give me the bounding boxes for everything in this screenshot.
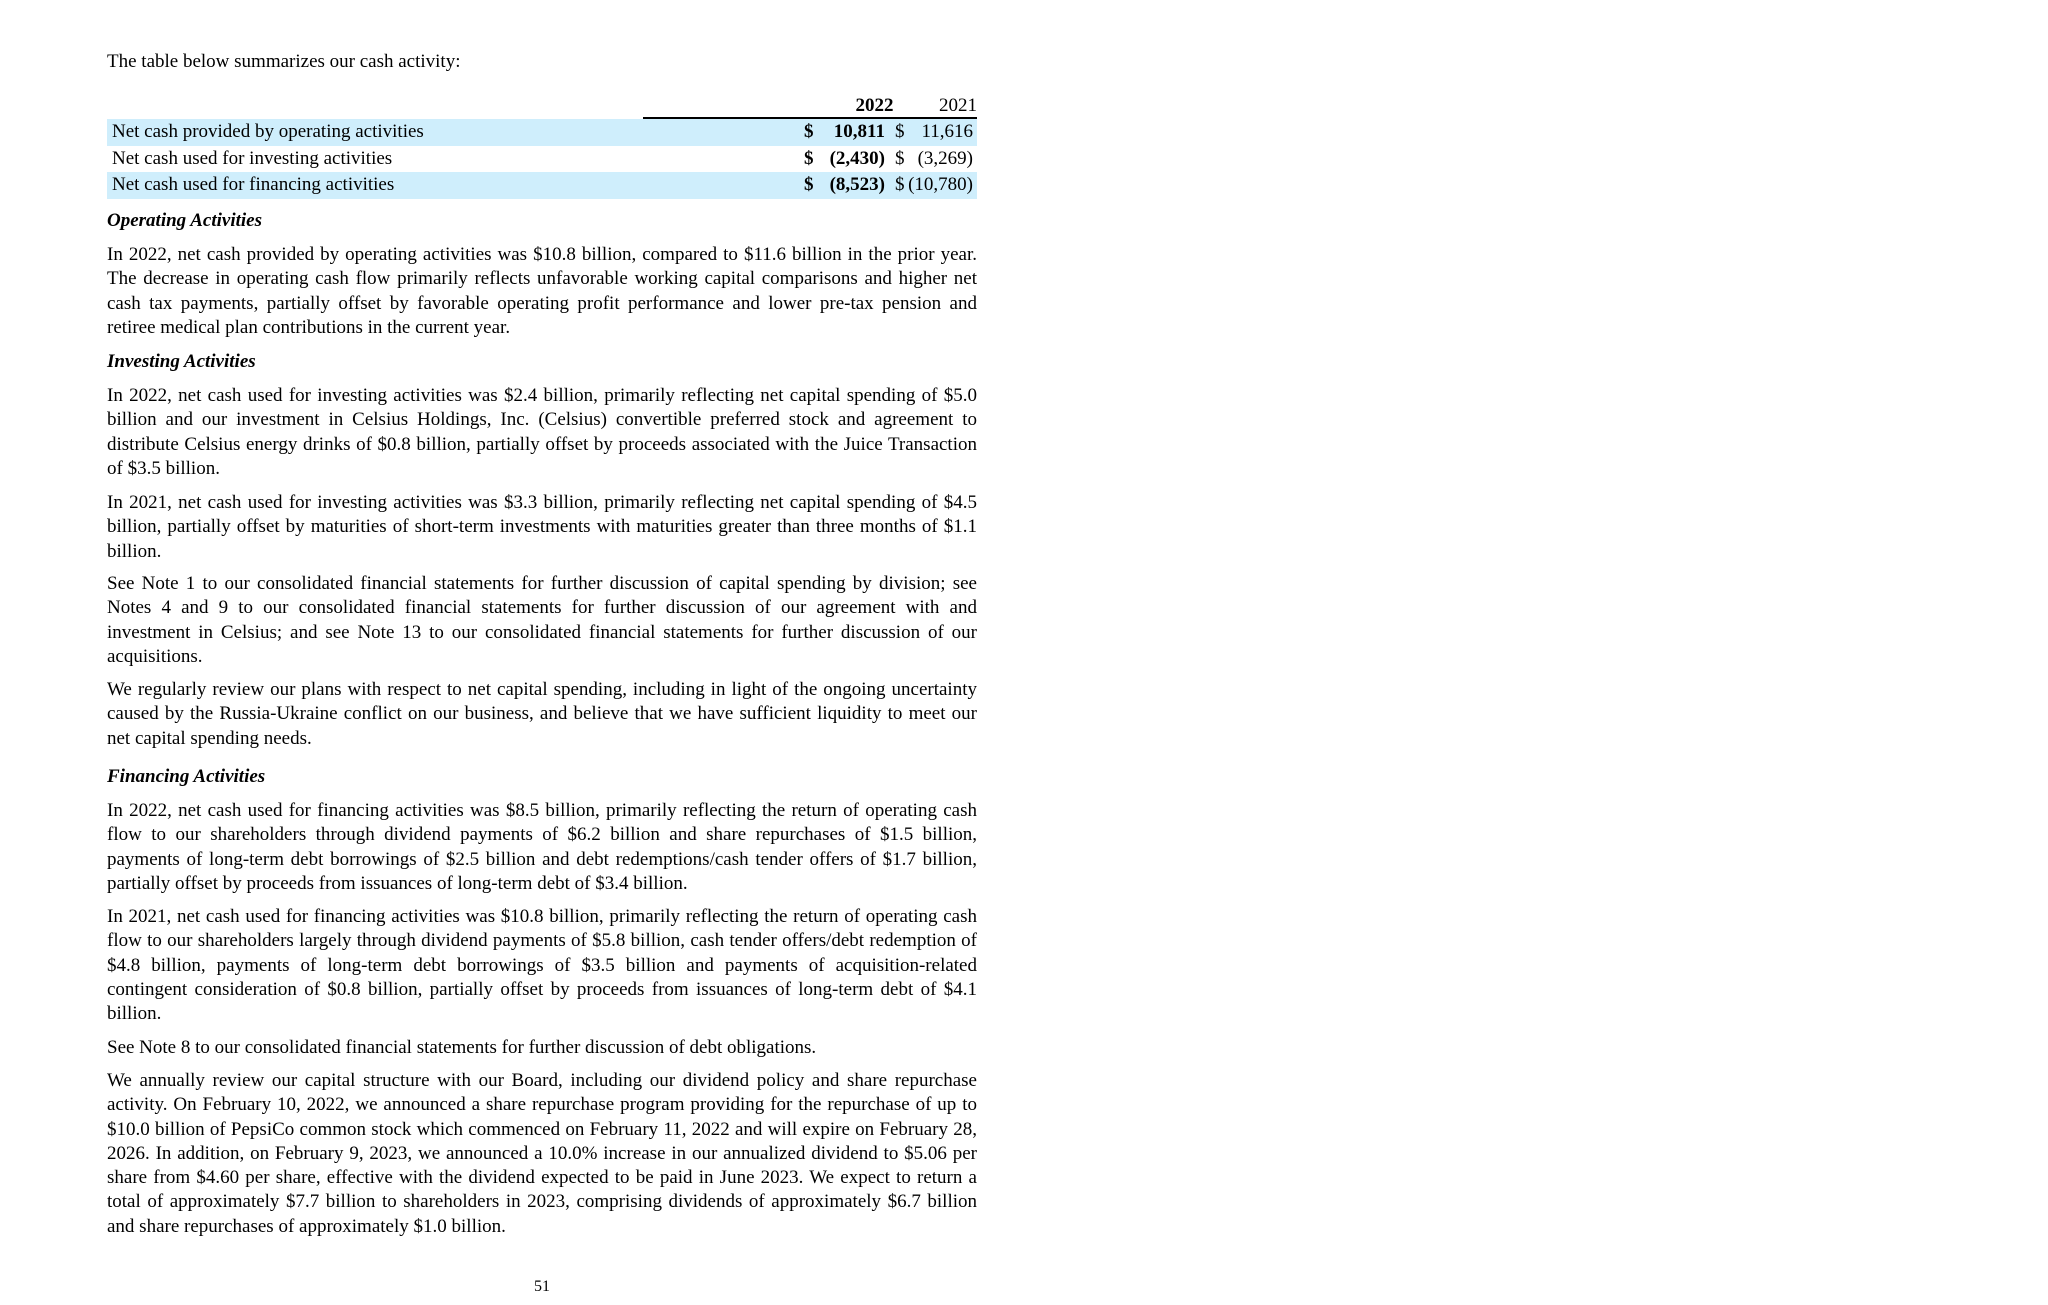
currency-symbol: $ bbox=[804, 147, 814, 169]
row-label: Net cash provided by operating activities bbox=[112, 121, 424, 142]
financing-paragraph-1: In 2022, net cash used for financing activities was $8.5 billion, primarily reflecting the return of operating cash flow to our shareholders through dividend payments of $6.2 billion and share repurchases of $1.5 billion, payments of long-term debt borrowings of $2.5 billion and debt redemptions/cash tender offers of $1.7 billion, partially offset by proceeds from issuances of long-term debt of $3.4 billion. bbox=[107, 800, 977, 894]
value-2022: (2,430) bbox=[829, 147, 885, 169]
cash-activity-table bbox=[107, 93, 977, 199]
value-2022: (8,523) bbox=[829, 174, 885, 195]
investing-paragraph-3: See Note 1 to our consolidated financial statements for further discussion of capital spending by division; see Notes 4 and 9 to our consolidated financial statements for further discussion of our agreement with and investment in Celsius; and see Note 13 to our consolidated financial statements for further discussion of our acquisitions. bbox=[107, 573, 977, 667]
value-2021: (10,780) bbox=[908, 174, 973, 195]
row-label: Net cash used for financing activities bbox=[112, 174, 395, 195]
investing-paragraph-4: We regularly review our plans with respect to net capital spending, including in light of the ongoing uncertainty caused by the Russia-Ukraine conflict on our business, and believe that we have sufficient liquidity to meet our net capital spending needs. bbox=[107, 679, 977, 749]
financing-paragraph-3: See Note 8 to our consolidated financial statements for further discussion of debt obligations. bbox=[107, 1037, 817, 1058]
currency-symbol: $ bbox=[895, 121, 905, 142]
investing-heading: Investing Activities bbox=[107, 351, 256, 372]
currency-symbol: $ bbox=[895, 147, 905, 169]
investing-paragraph-2: In 2021, net cash used for investing activities was $3.3 billion, primarily reflecting net capital spending of $4.5 billion, partially offset by maturities of short-term investments with maturities greater than three months of $1.1 billion. bbox=[107, 492, 977, 562]
table-row-operating bbox=[107, 119, 977, 146]
financing-paragraph-4: We annually review our capital structure with our Board, including our dividend policy and share repurchase activity. On February 10, 2022, we announced a share repurchase program providing for the repurchase of up to $10.0 billion of PepsiCo common stock which commenced on February 11, 2022 and will expire on February 28, 2026. In addition, on February 9, 2023, we announced a 10.0% increase in our annualized dividend to $5.06 per share from $4.60 per share, effective with the dividend expected to be paid in June 2023. We expect to return a total of approximately $7.7 billion to shareholders in 2023, comprising dividends of approximately $6.7 billion and share repurchases of approximately $1.0 billion. bbox=[107, 1070, 977, 1237]
value-2021: 11,616 bbox=[921, 121, 973, 142]
page-number: 51 bbox=[534, 1278, 550, 1295]
row-label: Net cash used for investing activities bbox=[112, 147, 393, 169]
table-header bbox=[107, 93, 977, 119]
table-row-financing bbox=[107, 172, 977, 199]
column-header-2021: 2021 bbox=[939, 95, 977, 116]
financing-heading: Financing Activities bbox=[107, 766, 266, 787]
operating-paragraph-1: In 2022, net cash provided by operating activities was $10.8 billion, compared to $11.6 billion in the prior year. The decrease in operating cash flow primarily reflects unfavorable working capital comparisons and higher net cash tax payments, partially offset by favorable operating profit performance and lower pre-tax pension and retiree medical plan contributions in the current year. bbox=[107, 244, 977, 338]
currency-symbol: $ bbox=[804, 121, 814, 142]
investing-paragraph-1: In 2022, net cash used for investing activities was $2.4 billion, primarily reflecting net capital spending of $5.0 billion and our investment in Celsius Holdings, Inc. (Celsius) convertible preferred stock and agreement to distribute Celsius energy drinks of $0.8 billion, partially offset by proceeds associated with the Juice Transaction of $3.5 billion. bbox=[107, 385, 977, 479]
value-2022: 10,811 bbox=[833, 121, 885, 142]
currency-symbol: $ bbox=[895, 174, 905, 195]
value-2021: (3,269) bbox=[917, 147, 973, 169]
table-row-investing bbox=[107, 146, 977, 173]
currency-symbol: $ bbox=[804, 174, 814, 195]
operating-heading: Operating Activities bbox=[107, 210, 262, 231]
financing-paragraph-2: In 2021, net cash used for financing activities was $10.8 billion, primarily reflecting the return of operating cash flow to our shareholders largely through dividend payments of $5.8 billion, cash tender offers/debt redemption of $4.8 billion, payments of long-term debt borrowings of $3.5 billion and payments of acquisition-related contingent consideration of $0.8 billion, partially offset by proceeds from issuances of long-term debt of $4.1 billion. bbox=[107, 906, 977, 1025]
intro-text: The table below summarizes our cash activity: bbox=[107, 51, 461, 72]
column-header-2022: 2022 bbox=[855, 95, 894, 116]
